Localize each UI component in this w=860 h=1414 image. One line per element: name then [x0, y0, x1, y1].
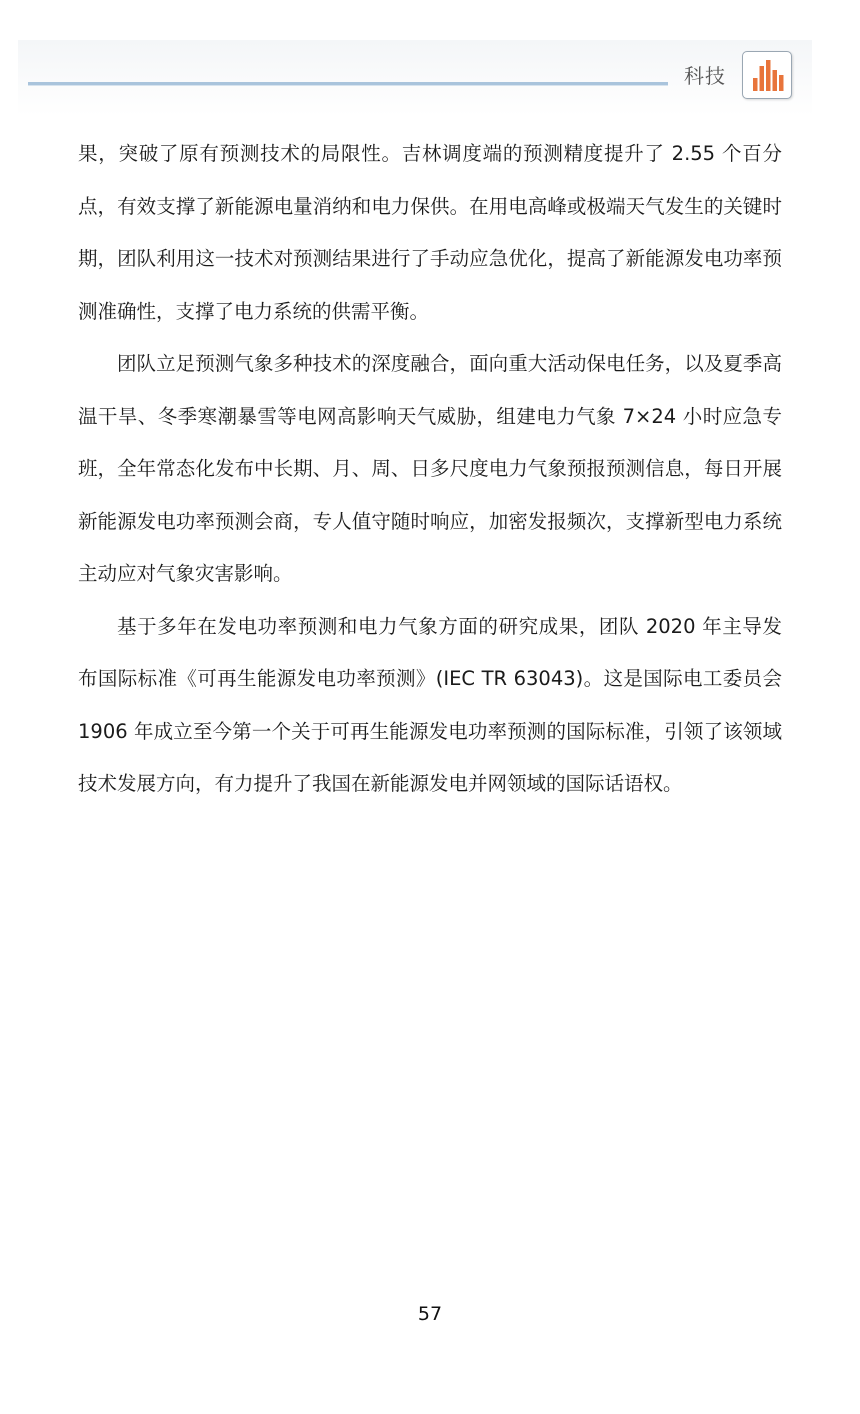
paragraph: 基于多年在发电功率预测和电力气象方面的研究成果，团队 2020 年主导发布国际标准《可再生能源发电功率预测》(IEC TR 63043)。这是国际电工委员会 1906 年成立至今第一个关于可再生能源发电功率预测的国际标准，引领了该领域技术发展方向，有力提升了我国在新能源发电并网领域的国际话语权。 [78, 614, 782, 795]
bar-chart-icon [742, 51, 792, 99]
bar-chart-icon-graphic [743, 52, 791, 98]
icon-bar [753, 78, 758, 91]
icon-bar [766, 60, 771, 91]
page-number: 57 [417, 1303, 443, 1325]
icon-bar [779, 75, 784, 91]
article-body [78, 128, 782, 811]
icon-bar [773, 70, 778, 91]
paragraph: 团队立足预测气象多种技术的深度融合，面向重大活动保电任务，以及夏季高温干旱、冬季寒潮暴雪等电网高影响天气威胁，组建电力气象 7×24 小时应急专班，全年常态化发布中长期、月、周、日多尺度电力气象预报预测信息，每日开展新能源发电功率预测会商，专人值守随时响应，加密发报频次，支撑新型电力系统主动应对气象灾害影响。 [78, 352, 782, 585]
paragraph-continuation: 果，突破了原有预测技术的局限性。吉林调度端的预测精度提升了 2.55 个百分点，有效支撑了新能源电量消纳和电力保供。在用电高峰或极端天气发生的关键时期，团队利用这一技术对预测结果进行了手动应急优化，提高了新能源发电功率预测准确性，支撑了电力系统的供需平衡。 [78, 142, 782, 323]
icon-bar [760, 66, 765, 91]
section-label: 科技 [684, 64, 726, 88]
header-rule [28, 82, 668, 86]
